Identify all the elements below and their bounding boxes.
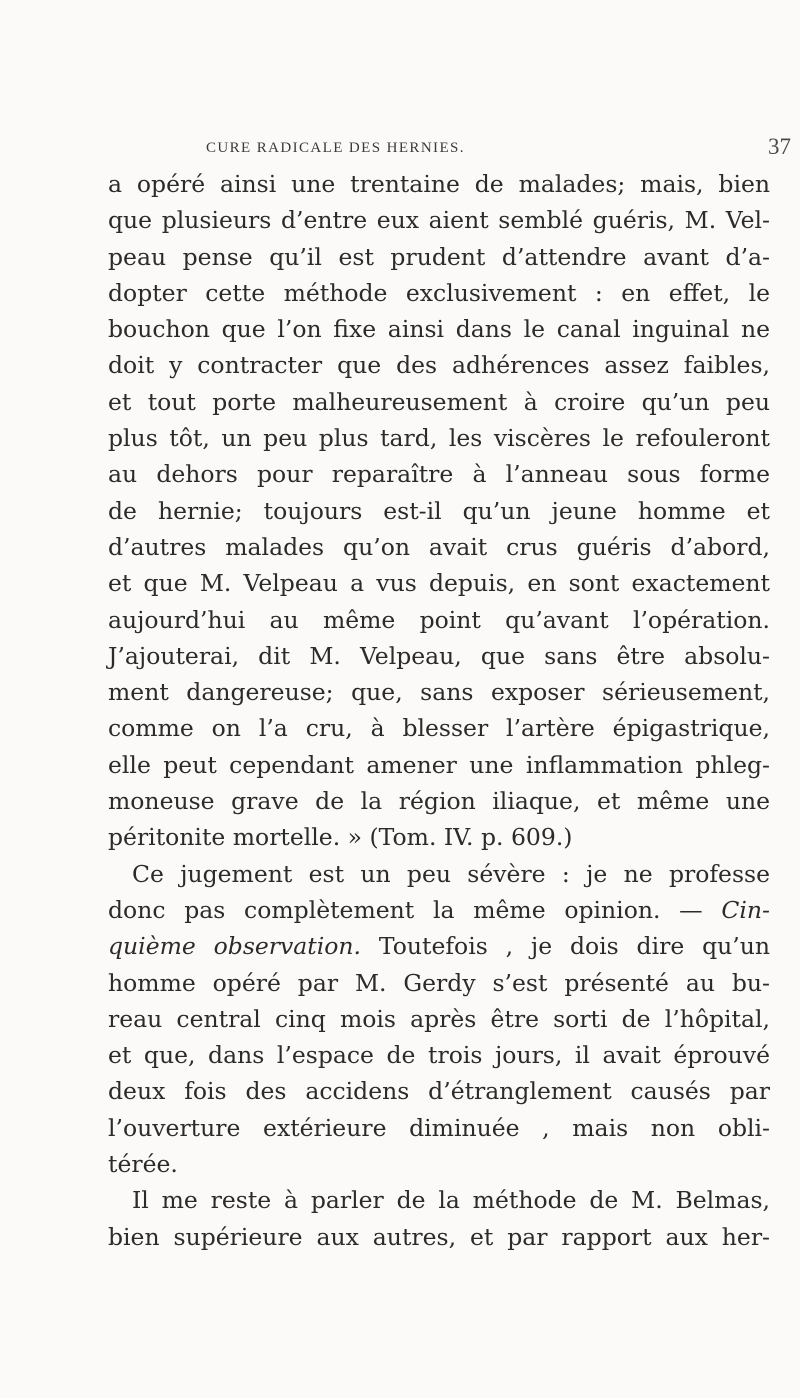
text-line: doit y contracter que des adhérences assez faibles, [108,351,770,380]
text-line: d’autres malades qu’on avait crus guéris d’abord, [108,532,770,561]
text-line [108,928,770,964]
text-line: l’ouverture extérieure diminuée , mais non obli- [108,1113,770,1142]
italic-heading: Cin- [721,895,770,924]
italic-heading: quième observation. [108,932,362,961]
text-line: plus tôt, un peu plus tard, les viscères le refouleront [108,424,770,453]
text-line: comme on l’a cru, à blesser l’artère épigastrique, [108,714,770,743]
text-line: Il me reste à parler de la méthode de M. Belmas, [132,1186,770,1215]
text-line: dopter cette méthode exclusivement : en effet, le [108,278,770,307]
text-span: donc pas complètement la même opinion. — [108,895,703,924]
text-line: reau central cinq mois après être sorti de l’hôpital, [108,1004,770,1033]
text-line: péritonite mortelle. » (Tom. IV. p. 609.) [108,823,573,852]
text-line [108,892,770,928]
text-line: et que M. Velpeau a vus depuis, en sont exactement [108,569,770,598]
text-line: homme opéré par M. Gerdy s’est présenté au bu- [108,968,770,997]
text-line: et que, dans l’espace de trois jours, il avait éprouvé [108,1041,770,1070]
text-line: térée. [108,1150,178,1179]
text-line: moneuse grave de la région iliaque, et même une [108,787,770,816]
text-line: elle peut cependant amener une inflammation phleg- [108,750,770,779]
text-line: bien supérieure aux autres, et par rapport aux her- [108,1222,770,1251]
text-line: bouchon que l’on fixe ainsi dans le canal inguinal ne [108,315,770,344]
text-line: ment dangereuse; que, sans exposer sérieusement, [108,678,770,707]
running-title: CURE RADICALE DES HERNIES. [206,140,465,156]
page-number: 37 [768,134,791,159]
text-line: que plusieurs d’entre eux aient semblé guéris, M. Vel- [108,206,770,235]
text-line: peau pense qu’il est prudent d’attendre avant d’a- [108,242,770,271]
text-line: et tout porte malheureusement à croire qu’un peu [108,387,770,416]
text-line: Ce jugement est un peu sévère : je ne professe [132,859,770,888]
text-line: J’ajouterai, dit M. Velpeau, que sans être absolu- [108,641,770,670]
text-line: de hernie; toujours est-il qu’un jeune homme et [108,496,770,525]
text-line: aujourd’hui au même point qu’avant l’opération. [108,605,770,634]
text-span: Toutefois , je dois dire qu’un [378,932,770,961]
text-line: a opéré ainsi une trentaine de malades; mais, bien [108,170,770,198]
text-line: deux fois des accidens d’étranglement causés par [108,1077,770,1106]
text-line: au dehors pour reparaître à l’anneau sous forme [108,460,770,489]
body-text [108,166,770,1255]
